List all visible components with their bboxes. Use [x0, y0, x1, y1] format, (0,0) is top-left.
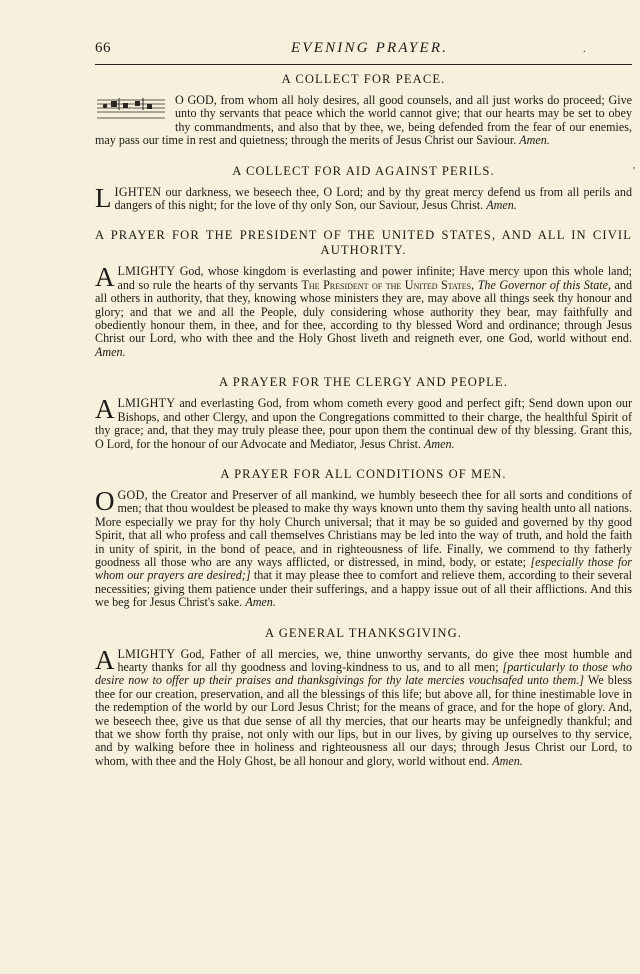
collect-peace-text [95, 94, 632, 148]
section-title-prayer-clergy: A PRAYER FOR THE CLERGY AND PEOPLE. [219, 375, 508, 390]
header-dot: . [583, 44, 586, 55]
page-content [95, 72, 636, 768]
governor-italic: The Governor of this State, [477, 277, 612, 292]
margin-mark: ' [633, 165, 636, 177]
rubric-italic: [particularly to those who desire now to offer up their praises and thanksgivings for thy late mercies vouchsafed unto them.] [95, 659, 632, 688]
amen: Amen. [245, 595, 276, 610]
amen: Amen. [424, 436, 455, 451]
collect-peace-body: O GOD, from whom all holy desires, all good counsels, and all just works do proceed; Give unto thy servants that peace which the world cannot give; that our hearts may be set to obey thy commandments, and also that by thee, we, being defended from the fear of our enemies, may pass our time in rest and quietness; through the merits of Jesus Christ our Saviour. [95, 93, 632, 148]
prayer-clergy-body: and everlasting God, from whom cometh every good and perfect gift; Send down upon our Bishops, and other Clergy, and upon the Congregations committed to their charge, the healthful Spirit of thy grace; and, that they may truly please thee, pour upon them the continual dew of thy blessing. Grant this, O Lord, for the honour of our Advocate and Mediator, Jesus Christ. [95, 396, 632, 451]
music-staff-ornament-icon [95, 96, 167, 122]
general-thanksgiving-body-2: We bless thee for our creation, preservation, and all the blessings of this life; but above all, for thine inestimable love in the redemption of the world by our Lord Jesus Christ; for the means of grace, and for the hope of glory. And, we beseech thee, give us that due sense of all thy mercies, that our hearts may be unfeignedly thankful; and that we show forth thy praise, not only with our lips, but in our lives, by giving up ourselves to thy service, and by walking before thee in holiness and righteousness all our days; through Jesus Christ our Lord, to whom, with thee and the Holy Ghost, be all honour and glory, world without end. [95, 673, 632, 768]
general-thanksgiving-body-1: God, Father of all mercies, we, thine unworthy servants, do give thee most humble and hearty thanks for all thy goodness and loving-kindness to us, and to all men; [117, 646, 632, 674]
amen: Amen. [95, 344, 126, 359]
prayer-conditions-body-2: that it may please thee to comfort and relieve them, according to their several necessities; giving them patience under their sufferings, and a happy issue out of all their afflictions. And this we beg for Jesus Christ's sake. [95, 568, 633, 610]
amen: Amen. [486, 198, 517, 213]
drop-cap: L [95, 182, 112, 213]
drop-cap: O [95, 485, 115, 516]
collect-perils-body: our darkness, we beseech thee, O Lord; and by thy great mercy defend us from all perils and dangers of this night; for the love of thy only Son, our Saviour, Jesus Christ. [114, 184, 632, 213]
opening-word: LMIGHTY [117, 396, 176, 411]
opening-word: IGHTEN [114, 184, 162, 199]
prayer-president-body-2: and all others in authority, that they, knowing whose ministers they are, may above all things seek thy honour and glory; and that we and all the People, duly considering whose authority they bear, may faithfully and obediently honour them, in thee, and for thee, according to thy blessed Word and ordinance; through Jesus Christ our Lord, who with thee and the Holy Ghost liveth and reigneth ever, one God, world without end. [95, 277, 633, 346]
section-title-general-thanksgiving: A GENERAL THANKSGIVING. [264, 625, 463, 640]
president-smallcaps: The President of the United States, [301, 277, 475, 292]
running-head: EVENING PRAYER. [291, 40, 449, 56]
page-header [95, 40, 630, 62]
section-title-collect-perils-text: A COLLECT FOR AID AGAINST PERILS. [232, 163, 495, 178]
prayer-conditions-text [95, 485, 633, 610]
drop-cap: A [95, 394, 115, 425]
drop-cap: A [95, 644, 115, 675]
section-title-prayer-conditions: A PRAYER FOR ALL CONDITIONS OF MEN. [220, 466, 507, 481]
prayer-clergy-text [95, 394, 632, 451]
header-rule [95, 64, 632, 65]
general-thanksgiving-text [95, 644, 632, 769]
prayer-conditions-body-1: the Creator and Preserver of all mankind, we humbly beseech thee for all sorts and conditions of men; that thou wouldest be pleased to make thy ways known unto them thy saving health unto all nations. More especially we pray for thy holy Church universal; that it may be so guided and governed by thy good Spirit, that all who profess and call themselves Christians may be led into the way of truth, and hold the faith in unity of spirit, in the bond of peace, and in righteousness of life. Finally, we commend to thy fatherly goodness all those who are any ways afflicted, or distressed, in mind, body, or estate; [95, 487, 632, 569]
collect-perils-text [95, 182, 632, 213]
section-title-collect-perils [95, 163, 636, 179]
section-title-prayer-president: A PRAYER FOR THE PRESIDENT OF THE UNITED STATES, AND ALL IN CIVIL AUTHORITY. [95, 228, 632, 258]
amen: Amen. [492, 753, 523, 768]
amen: Amen. [519, 133, 550, 148]
rubric-italic: [especially those for whom our prayers are desired;] [95, 554, 632, 583]
page-number: 66 [95, 40, 111, 56]
prayer-president-text [95, 262, 633, 359]
prayer-president-body-1: God, whose kingdom is everlasting and power infinite; Have mercy upon this whole land; and so rule the hearts of thy servants [117, 264, 632, 292]
section-title-collect-peace: A COLLECT FOR PEACE. [281, 72, 446, 86]
opening-word: GOD, [117, 487, 148, 502]
opening-word: LMIGHTY [117, 646, 176, 661]
drop-cap: A [95, 262, 115, 293]
opening-word: LMIGHTY [117, 264, 176, 279]
